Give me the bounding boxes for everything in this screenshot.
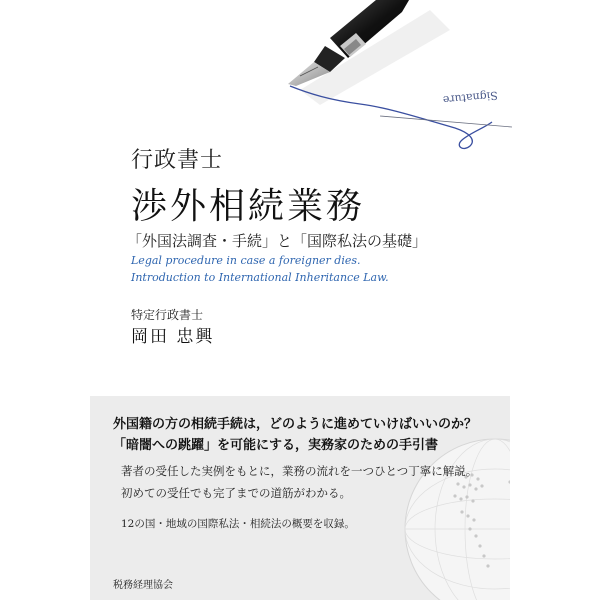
book-title: 渉外相続業務 xyxy=(131,186,366,227)
english-subtitle xyxy=(131,252,389,286)
publisher-name: 税務経理協会 xyxy=(113,580,173,591)
book-subtitle: 「外国法調査・手続」と「国際私法の基礎」 xyxy=(127,232,428,250)
body-line-1: 著者の受任した実例をもとに，業務の流れを一つひとつ丁寧に解説。 xyxy=(121,464,478,478)
english-line-1: Legal procedure in case a foreigner dies. xyxy=(131,254,361,267)
series-label: 行政書士 xyxy=(131,148,224,173)
author-title: 特定行政書士 xyxy=(131,308,204,322)
lead-line-1: 外国籍の方の相続手続は，どのように進めていけばいいのか？ xyxy=(113,417,478,432)
english-line-2: Introduction to International Inheritance Law. xyxy=(131,271,389,284)
globe-icon xyxy=(400,434,510,600)
pen-signature-illustration xyxy=(0,0,600,160)
signature-label: Signature xyxy=(442,88,499,107)
author-name: 岡田 忠興 xyxy=(131,327,215,347)
blurb-panel xyxy=(90,396,510,600)
body-line-2: 初めての受任でも完了までの道筋がわかる。 xyxy=(121,486,351,500)
lead-line-2: 「暗闇への跳躍」を可能にする，実務家のための手引書 xyxy=(113,438,439,453)
body-line-3: 12の国・地域の国際私法・相続法の概要を収録。 xyxy=(121,518,355,530)
